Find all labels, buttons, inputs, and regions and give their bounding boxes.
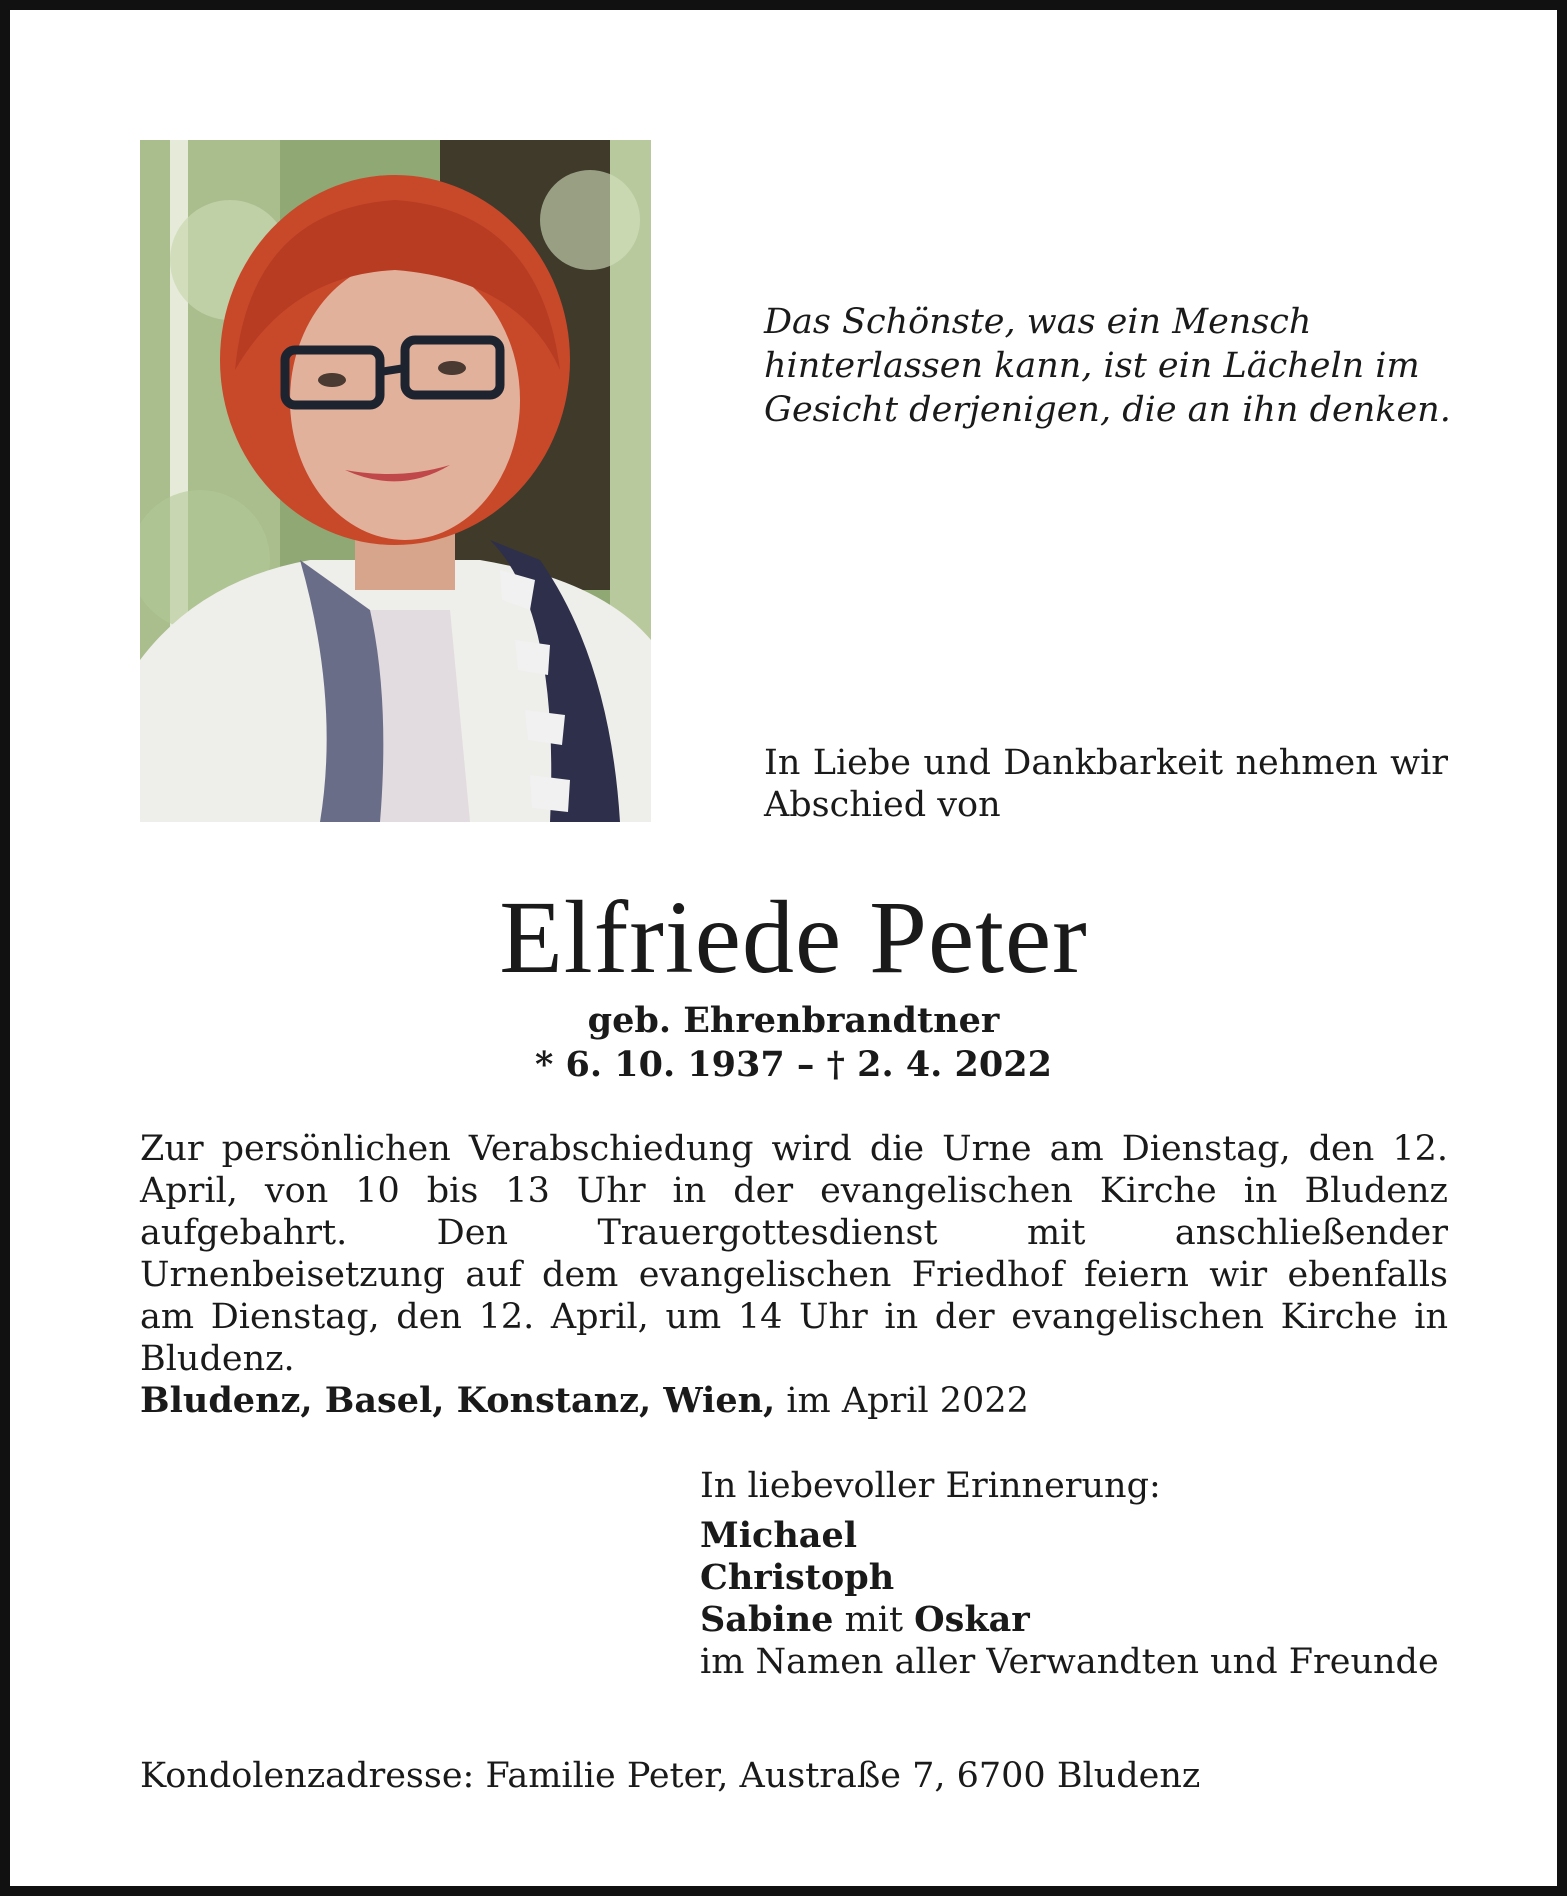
life-dates: * 6. 10. 1937 – † 2. 4. 2022 [535,1044,1052,1085]
announcement-paragraph: Zur persönlichen Verabschiedung wird die Urne am Dienstag, den 12. April, von 10 bis 13 Uhr in der evangelischen Kirche in Bludenz aufgebahrt. Den Trauergottesdienst mit anschließender Urnenbeisetzung auf dem evangelischen Friedhof feiern wir ebenfalls am Dienstag, den 12. April, um 14 Uhr in der evangelischen Kirche in Bludenz. [140,1129,1448,1379]
mourners-closing: im Namen aller Verwandten und Freunde [700,1642,1439,1682]
memorial-quote: Das Schönste, was ein Mensch hinterlassen kann, ist ein Lächeln im Gesicht derjenigen, die an ihn denken. [764,302,1451,430]
farewell-intro: In Liebe und Dankbarkeit nehmen wir Abschied von [764,743,1448,825]
mourner-christoph: Christoph [700,1557,895,1598]
mourner-sabine: Sabine [700,1599,834,1640]
deceased-name: Elfriede Peter [499,880,1088,995]
portrait-illustration [140,140,651,822]
mourner-name [700,1599,1460,1641]
mourner-michael: Michael [700,1515,858,1556]
place-and-date [140,1380,1448,1422]
condolence-address: Kondolenzadresse: Familie Peter, Austraße 7, 6700 Bludenz [140,1756,1201,1796]
funeral-announcement [140,1128,1448,1380]
portrait-photo [140,140,651,822]
mourners-block [700,1465,1460,1683]
mourner-oskar: Oskar [914,1599,1030,1640]
memory-heading: In liebevoller Erinnerung: [700,1466,1161,1506]
mourner-connector: mit [833,1600,915,1640]
place-date: im April 2022 [775,1381,1029,1421]
cities: Bludenz, Basel, Konstanz, Wien, [140,1380,776,1421]
mourner-name [700,1557,1460,1599]
mourner-name [700,1515,1460,1557]
maiden-name: geb. Ehrenbrandtner [587,1000,1000,1041]
